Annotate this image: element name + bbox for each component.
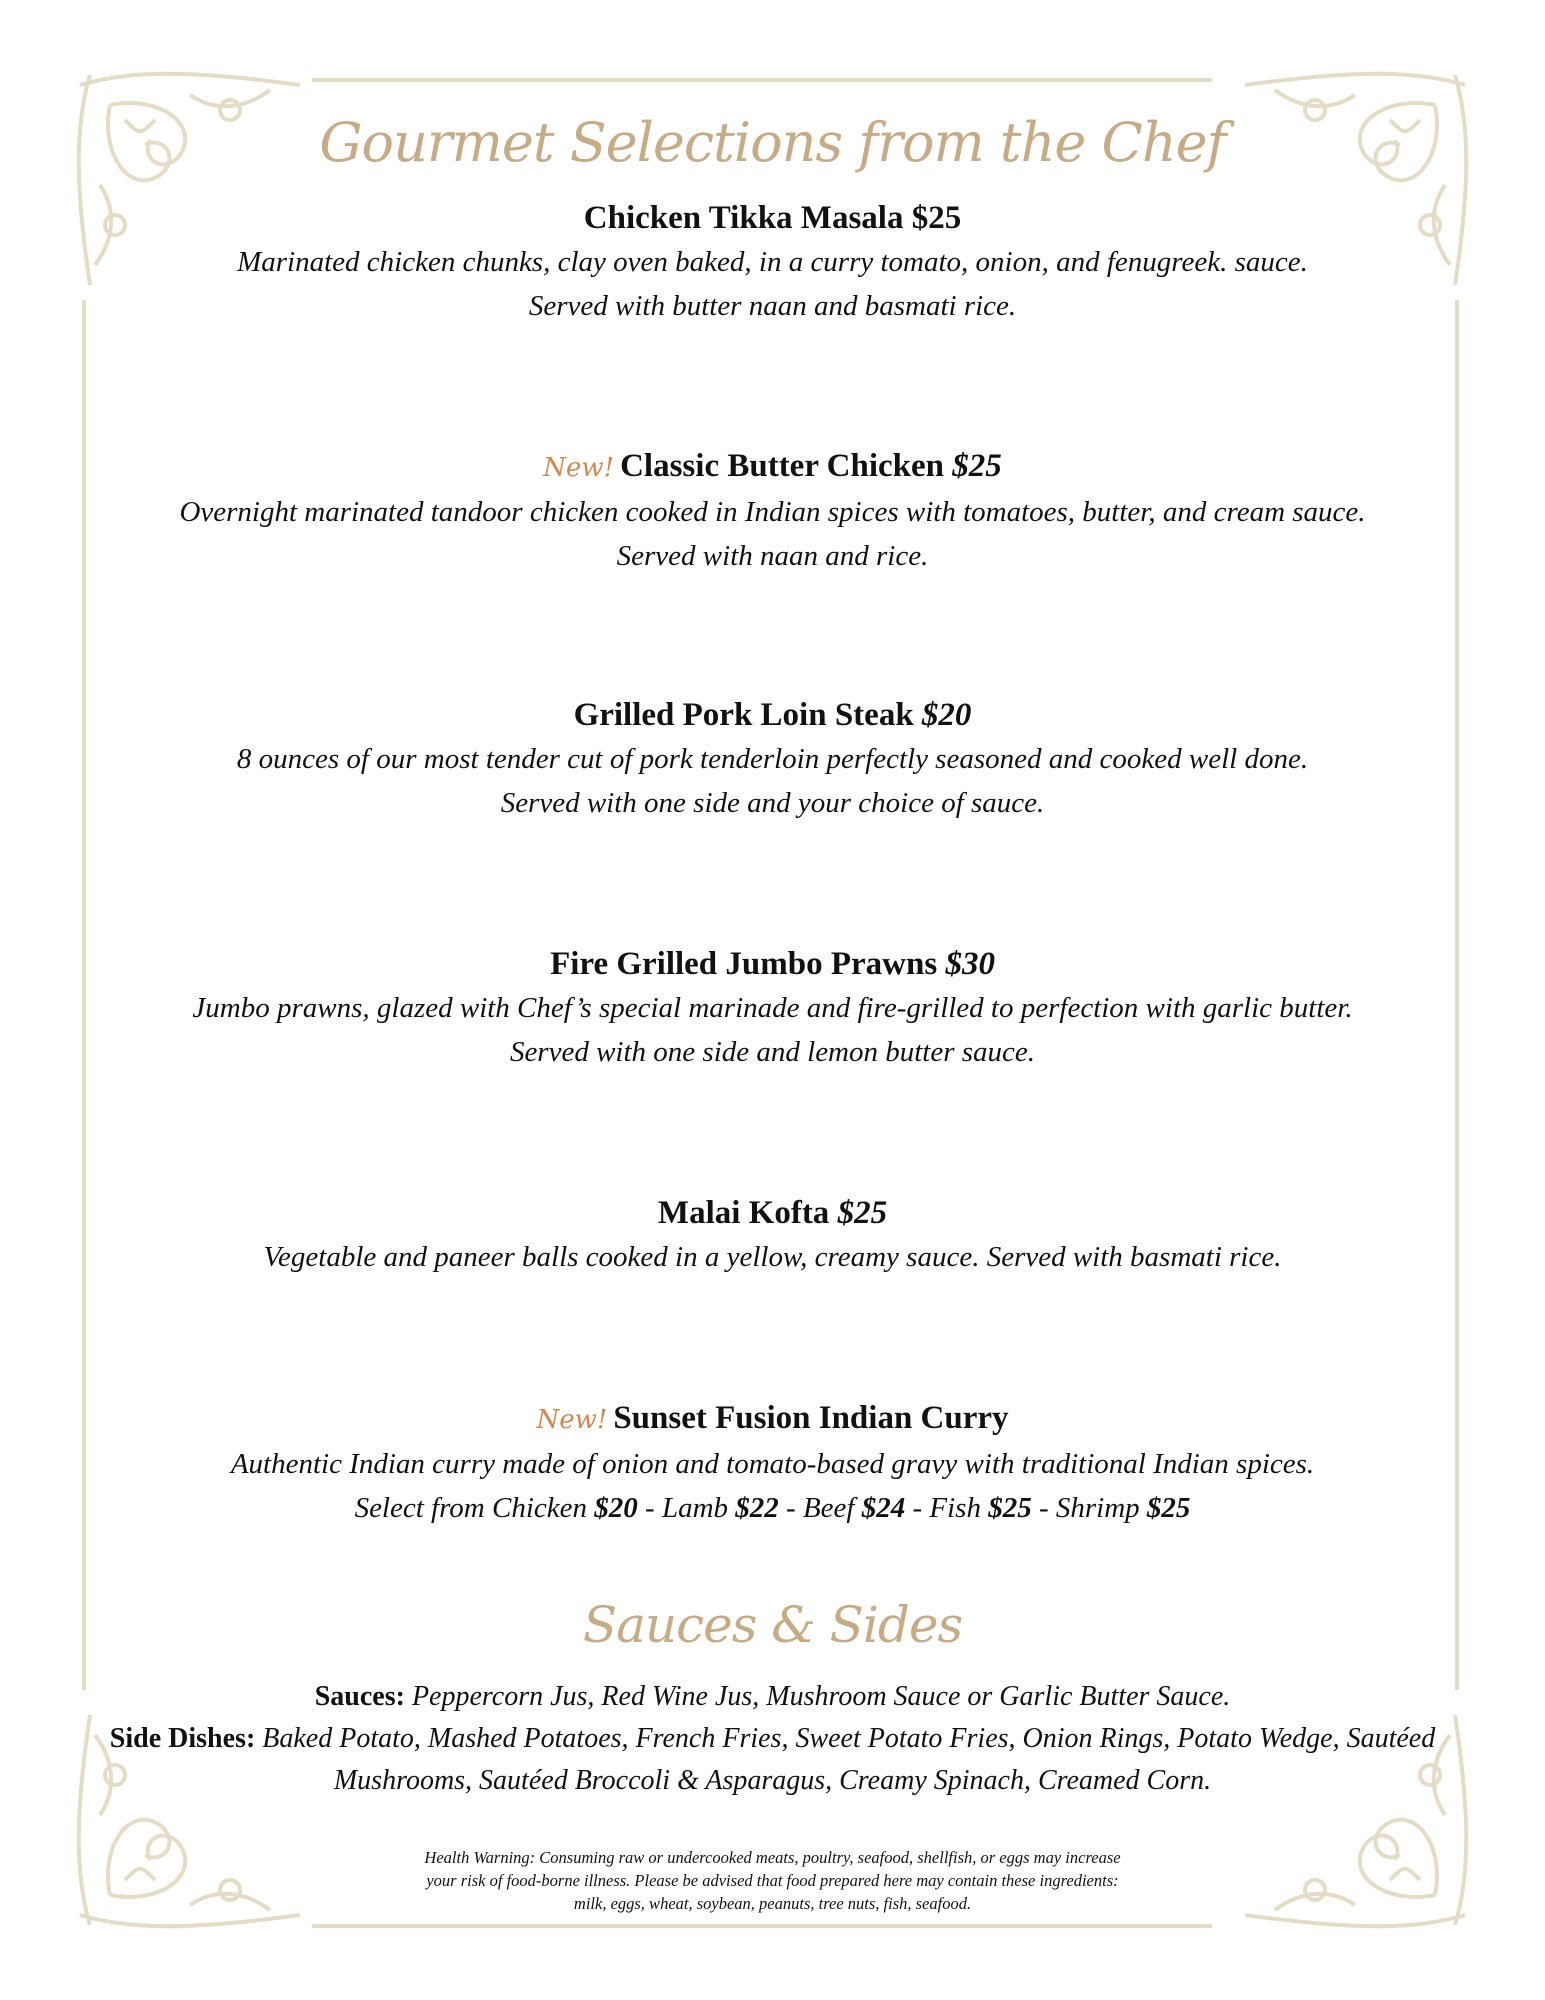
health-warning xyxy=(300,1846,1245,1915)
sauces-text: Peppercorn Jus, Red Wine Jus, Mushroom Sauce or Garlic Butter Sauce. xyxy=(411,1681,1231,1712)
dish-name-line xyxy=(0,942,1545,986)
page-title: Gourmet Selections from the Chef xyxy=(319,111,1226,174)
option-name: Fish xyxy=(929,1492,981,1524)
dish-description: 8 ounces of our most tender cut of pork tenderloin perfectly seasoned and cooked well done. xyxy=(236,743,1309,775)
dish-name: Grilled Pork Loin Steak xyxy=(573,697,914,733)
dish-serving-note: Served with naan and rice. xyxy=(616,540,929,572)
dish-name: Malai Kofta xyxy=(657,1195,830,1231)
dish-name: Classic Butter Chicken xyxy=(620,448,944,484)
sauces-sides-title: Sauces & Sides xyxy=(582,1596,963,1654)
dish-serving-note: Served with one side and lemon butter sauce. xyxy=(509,1036,1036,1068)
dish-price: $20 xyxy=(921,697,972,733)
health-warning-line: milk, eggs, wheat, soybean, peanuts, tree nuts, fish, seafood. xyxy=(573,1894,972,1913)
frame-bottom-line xyxy=(312,1924,1212,1928)
option-price: $25 xyxy=(1146,1492,1191,1524)
dish-description: Jumbo prawns, glazed with Chef’s special marinade and fire-grilled to perfection with garlic butter. xyxy=(192,992,1353,1024)
dish-sunset-fusion-indian-curry xyxy=(0,1396,1545,1530)
side-dishes-line xyxy=(100,1718,1445,1802)
sauces-sides-list xyxy=(100,1676,1445,1802)
dish-fire-grilled-jumbo-prawns xyxy=(0,942,1545,1074)
dish-description: Vegetable and paneer balls cooked in a yellow, creamy sauce. Served with basmati rice. xyxy=(263,1241,1282,1273)
dish-classic-butter-chicken xyxy=(0,444,1545,578)
dish-name-line xyxy=(0,196,1545,240)
option-separator: - xyxy=(912,1492,923,1524)
dish-name: Chicken Tikka Masala xyxy=(583,200,904,236)
option-name: Lamb xyxy=(661,1492,729,1524)
dish-name-line xyxy=(0,1191,1545,1235)
dish-price: $25 xyxy=(952,448,1002,484)
frame-top-line xyxy=(312,78,1212,82)
side-dishes-label: Side Dishes: xyxy=(109,1723,256,1754)
dish-name-line xyxy=(0,1396,1545,1442)
side-dishes-text: Baked Potato, Mashed Potatoes, French Fries, Sweet Potato Fries, Onion Rings, Potato Wedge, Sautéed Mushrooms, Sautéed Broccoli & Asparagus, Creamy Spinach, Creamed Corn. xyxy=(262,1723,1436,1796)
select-prefix: Select from xyxy=(354,1492,485,1524)
option-name: Shrimp xyxy=(1055,1492,1140,1524)
option-price: $24 xyxy=(861,1492,906,1524)
new-badge: New! xyxy=(536,1405,608,1435)
dish-serving-note: Served with one side and your choice of sauce. xyxy=(500,787,1045,819)
dish-name: Fire Grilled Jumbo Prawns xyxy=(550,946,938,982)
dish-grilled-pork-loin-steak xyxy=(0,693,1545,825)
dish-name: Sunset Fusion Indian Curry xyxy=(613,1400,1009,1436)
dish-description: Authentic Indian curry made of onion and tomato-based gravy with traditional Indian spices. xyxy=(230,1448,1315,1480)
option-price: $25 xyxy=(988,1492,1032,1524)
option-price: $22 xyxy=(735,1492,779,1524)
sauces-label: Sauces: xyxy=(314,1681,405,1712)
option-price: $20 xyxy=(594,1492,638,1524)
dish-description: Overnight marinated tandoor chicken cooked in Indian spices with tomatoes, butter, and cream sauce. xyxy=(179,496,1366,528)
dish-price: $25 xyxy=(911,200,962,236)
dish-price: $25 xyxy=(837,1195,888,1231)
option-separator: - xyxy=(786,1492,796,1524)
sauces-line xyxy=(100,1676,1445,1718)
protein-options xyxy=(0,1486,1545,1530)
health-warning-line: Health Warning: Consuming raw or undercooked meats, poultry, seafood, shellfish, or eggs may increase xyxy=(424,1848,1121,1867)
health-warning-line: your risk of food-borne illness. Please be advised that food prepared here may contain these ingredients: xyxy=(426,1871,1119,1890)
option-name: Beef xyxy=(802,1492,855,1524)
option-name: Chicken xyxy=(492,1492,588,1524)
dish-name-line xyxy=(0,693,1545,737)
dish-malai-kofta xyxy=(0,1191,1545,1279)
dish-name-line xyxy=(0,444,1545,490)
new-badge: New! xyxy=(543,453,615,483)
dish-chicken-tikka-masala xyxy=(0,196,1545,328)
option-separator: - xyxy=(645,1492,655,1524)
dish-description: Marinated chicken chunks, clay oven baked, in a curry tomato, onion, and fenugreek. sauce. xyxy=(237,246,1308,278)
option-separator: - xyxy=(1038,1492,1049,1524)
dish-price: $30 xyxy=(945,946,995,982)
dish-serving-note: Served with butter naan and basmati rice. xyxy=(528,290,1017,322)
